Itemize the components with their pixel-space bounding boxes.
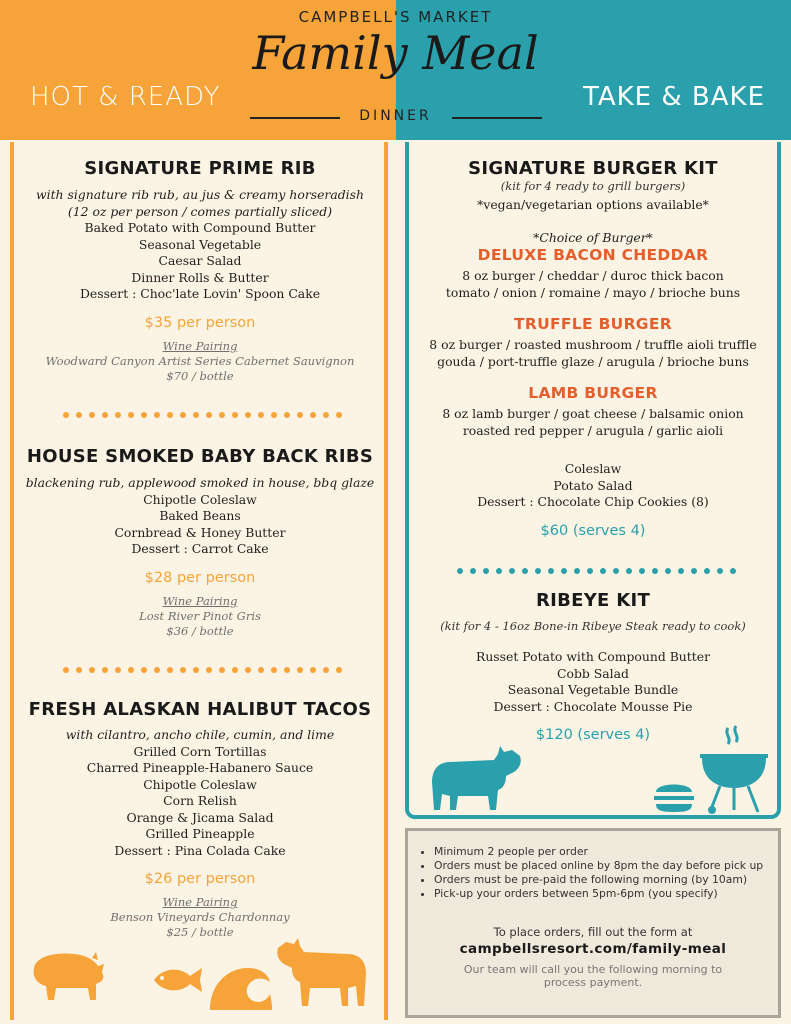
- menu-line: (12 oz per person / comes partially sliced): [67, 203, 333, 219]
- menu-line: Cobb Salad: [557, 665, 629, 681]
- wine-name: Woodward Canyon Artist Series Cabernet Sauvignon: [45, 353, 355, 368]
- wine-name: Benson Vineyards Chardonnay: [110, 910, 290, 924]
- menu-line: Coleslaw: [564, 461, 622, 476]
- menu-line: with signature rib rub, au jus & creamy horseradish: [36, 187, 364, 202]
- menu-line: Cornbread & Honey Butter: [114, 524, 286, 540]
- wine-price: $25 / bottle: [166, 925, 234, 939]
- menu-line: Grilled Corn Tortillas: [133, 743, 267, 759]
- menu-line: Baked Potato with Compound Butter: [84, 220, 316, 235]
- tacos-section: [10, 699, 390, 940]
- payment-note: Our team will call you the following morning to process payment.: [463, 963, 723, 989]
- page-title: Family Meal: [252, 26, 539, 80]
- kit-note: (kit for 4 - 16oz Bone-in Ribeye Steak ready to cook): [440, 619, 746, 633]
- menu-line: Charred Pineapple-Habanero Sauce: [86, 760, 314, 775]
- menu-line: gouda / port-truffle glaze / arugula / brioche buns: [437, 353, 749, 369]
- wine-pairing-label: Wine Pairing: [162, 895, 238, 909]
- menu-line: Dinner Rolls & Butter: [131, 269, 269, 285]
- cow-icon: [424, 744, 524, 816]
- choice-label: *Choice of Burger*: [533, 229, 653, 245]
- price: $35 per person: [144, 314, 256, 331]
- info-bullet: • Minimum 2 people per order: [434, 845, 778, 859]
- menu-line: Seasonal Vegetable: [138, 236, 262, 252]
- prime-rib-section: [10, 158, 390, 384]
- ribs-section: [10, 446, 390, 639]
- ribeye-kit-section: [407, 590, 779, 743]
- pig-icon: [26, 946, 106, 1004]
- dotted-divider: [456, 566, 736, 576]
- menu-line: Seasonal Vegetable Bundle: [507, 682, 679, 697]
- kit-note: (kit for 4 ready to grill burgers): [500, 179, 686, 193]
- menu-line: tomato / onion / romaine / mayo / brioche buns: [445, 284, 741, 300]
- section-title: FRESH ALASKAN HALIBUT TACOS: [28, 699, 372, 720]
- section-title: SIGNATURE BURGER KIT: [468, 158, 718, 179]
- menu-line: 8 oz lamb burger / goat cheese / balsamic onion: [442, 406, 744, 421]
- menu-line: Chipotle Coleslaw: [143, 776, 257, 792]
- order-url-link[interactable]: campbellsresort.com/family-meal: [459, 941, 727, 957]
- menu-line: 8 oz burger / cheddar / duroc thick bacon: [462, 268, 724, 283]
- burger-kit-section: [407, 158, 779, 539]
- burger-option-title: DELUXE BACON CHEDDAR: [477, 246, 709, 264]
- price: $28 per person: [144, 569, 256, 586]
- burger-icon: [652, 776, 696, 816]
- cow-icon: [274, 936, 370, 1012]
- burger-option-title: LAMB BURGER: [528, 384, 658, 402]
- wine-pairing-label: Wine Pairing: [162, 338, 238, 353]
- wine-price: $70 / bottle: [166, 368, 234, 383]
- menu-line: Dessert : Pina Colada Cake: [114, 842, 286, 858]
- menu-line: 8 oz burger / roasted mushroom / truffle aioli truffle: [429, 337, 757, 352]
- menu-line: Dessert : Chocolate Mousse Pie: [493, 698, 693, 714]
- wine-price: $36 / bottle: [166, 623, 234, 638]
- market-name: CAMPBELL'S MARKET: [298, 8, 493, 26]
- hot-ready-label: HOT & READY: [30, 82, 221, 112]
- section-title: RIBEYE KIT: [535, 590, 651, 611]
- wave-icon: [208, 964, 274, 1010]
- menu-line: blackening rub, applewood smoked in house, bbq glaze: [25, 475, 375, 490]
- menu-line: Russet Potato with Compound Butter: [476, 649, 710, 664]
- menu-line: Dessert : Choc'late Lovin' Spoon Cake: [79, 286, 321, 301]
- section-title: SIGNATURE PRIME RIB: [84, 158, 316, 179]
- price: $120 (serves 4): [535, 727, 651, 743]
- menu-line: Orange & Jicama Salad: [126, 809, 274, 825]
- menu-line: roasted red pepper / arugula / garlic aioli: [462, 422, 724, 438]
- menu-line: Grilled Pineapple: [145, 826, 255, 841]
- menu-line: Corn Relish: [163, 793, 237, 808]
- wine-pairing-label: Wine Pairing: [162, 593, 238, 608]
- grill-icon: [698, 724, 770, 816]
- menu-line: Dessert : Chocolate Chip Cookies (8): [477, 494, 709, 509]
- dinner-label: DINNER: [359, 108, 432, 124]
- info-bullet: • Orders must be pre-paid the following morning (by 10am): [434, 873, 778, 887]
- info-bullet: • Orders must be placed online by 8pm the day before pick up: [434, 859, 778, 873]
- section-title: HOUSE SMOKED BABY BACK RIBS: [26, 446, 374, 467]
- wine-name: Lost River Pinot Gris: [139, 608, 261, 623]
- dotted-divider: [62, 410, 342, 420]
- price: $60 (serves 4): [540, 522, 646, 539]
- menu-line: Potato Salad: [553, 477, 633, 493]
- menu-line: *vegan/vegetarian options available*: [477, 197, 709, 212]
- order-info-box: [405, 828, 781, 1018]
- cta-text: To place orders, fill out the form at: [493, 925, 693, 939]
- menu-line: Dessert : Carrot Cake: [131, 541, 269, 556]
- price: $26 per person: [144, 871, 256, 887]
- info-bullet: • Pick-up your orders between 5pm-6pm (you specify): [434, 887, 778, 901]
- take-bake-label: TAKE & BAKE: [582, 82, 765, 112]
- menu-line: with cilantro, ancho chile, cumin, and lime: [65, 727, 335, 742]
- menu-line: Chipotle Coleslaw: [143, 491, 257, 507]
- menu-line: Baked Beans: [159, 508, 241, 523]
- dotted-divider: [62, 665, 342, 675]
- menu-line: Caesar Salad: [158, 253, 242, 268]
- fish-icon: [150, 962, 206, 998]
- burger-option-title: TRUFFLE BURGER: [514, 315, 672, 333]
